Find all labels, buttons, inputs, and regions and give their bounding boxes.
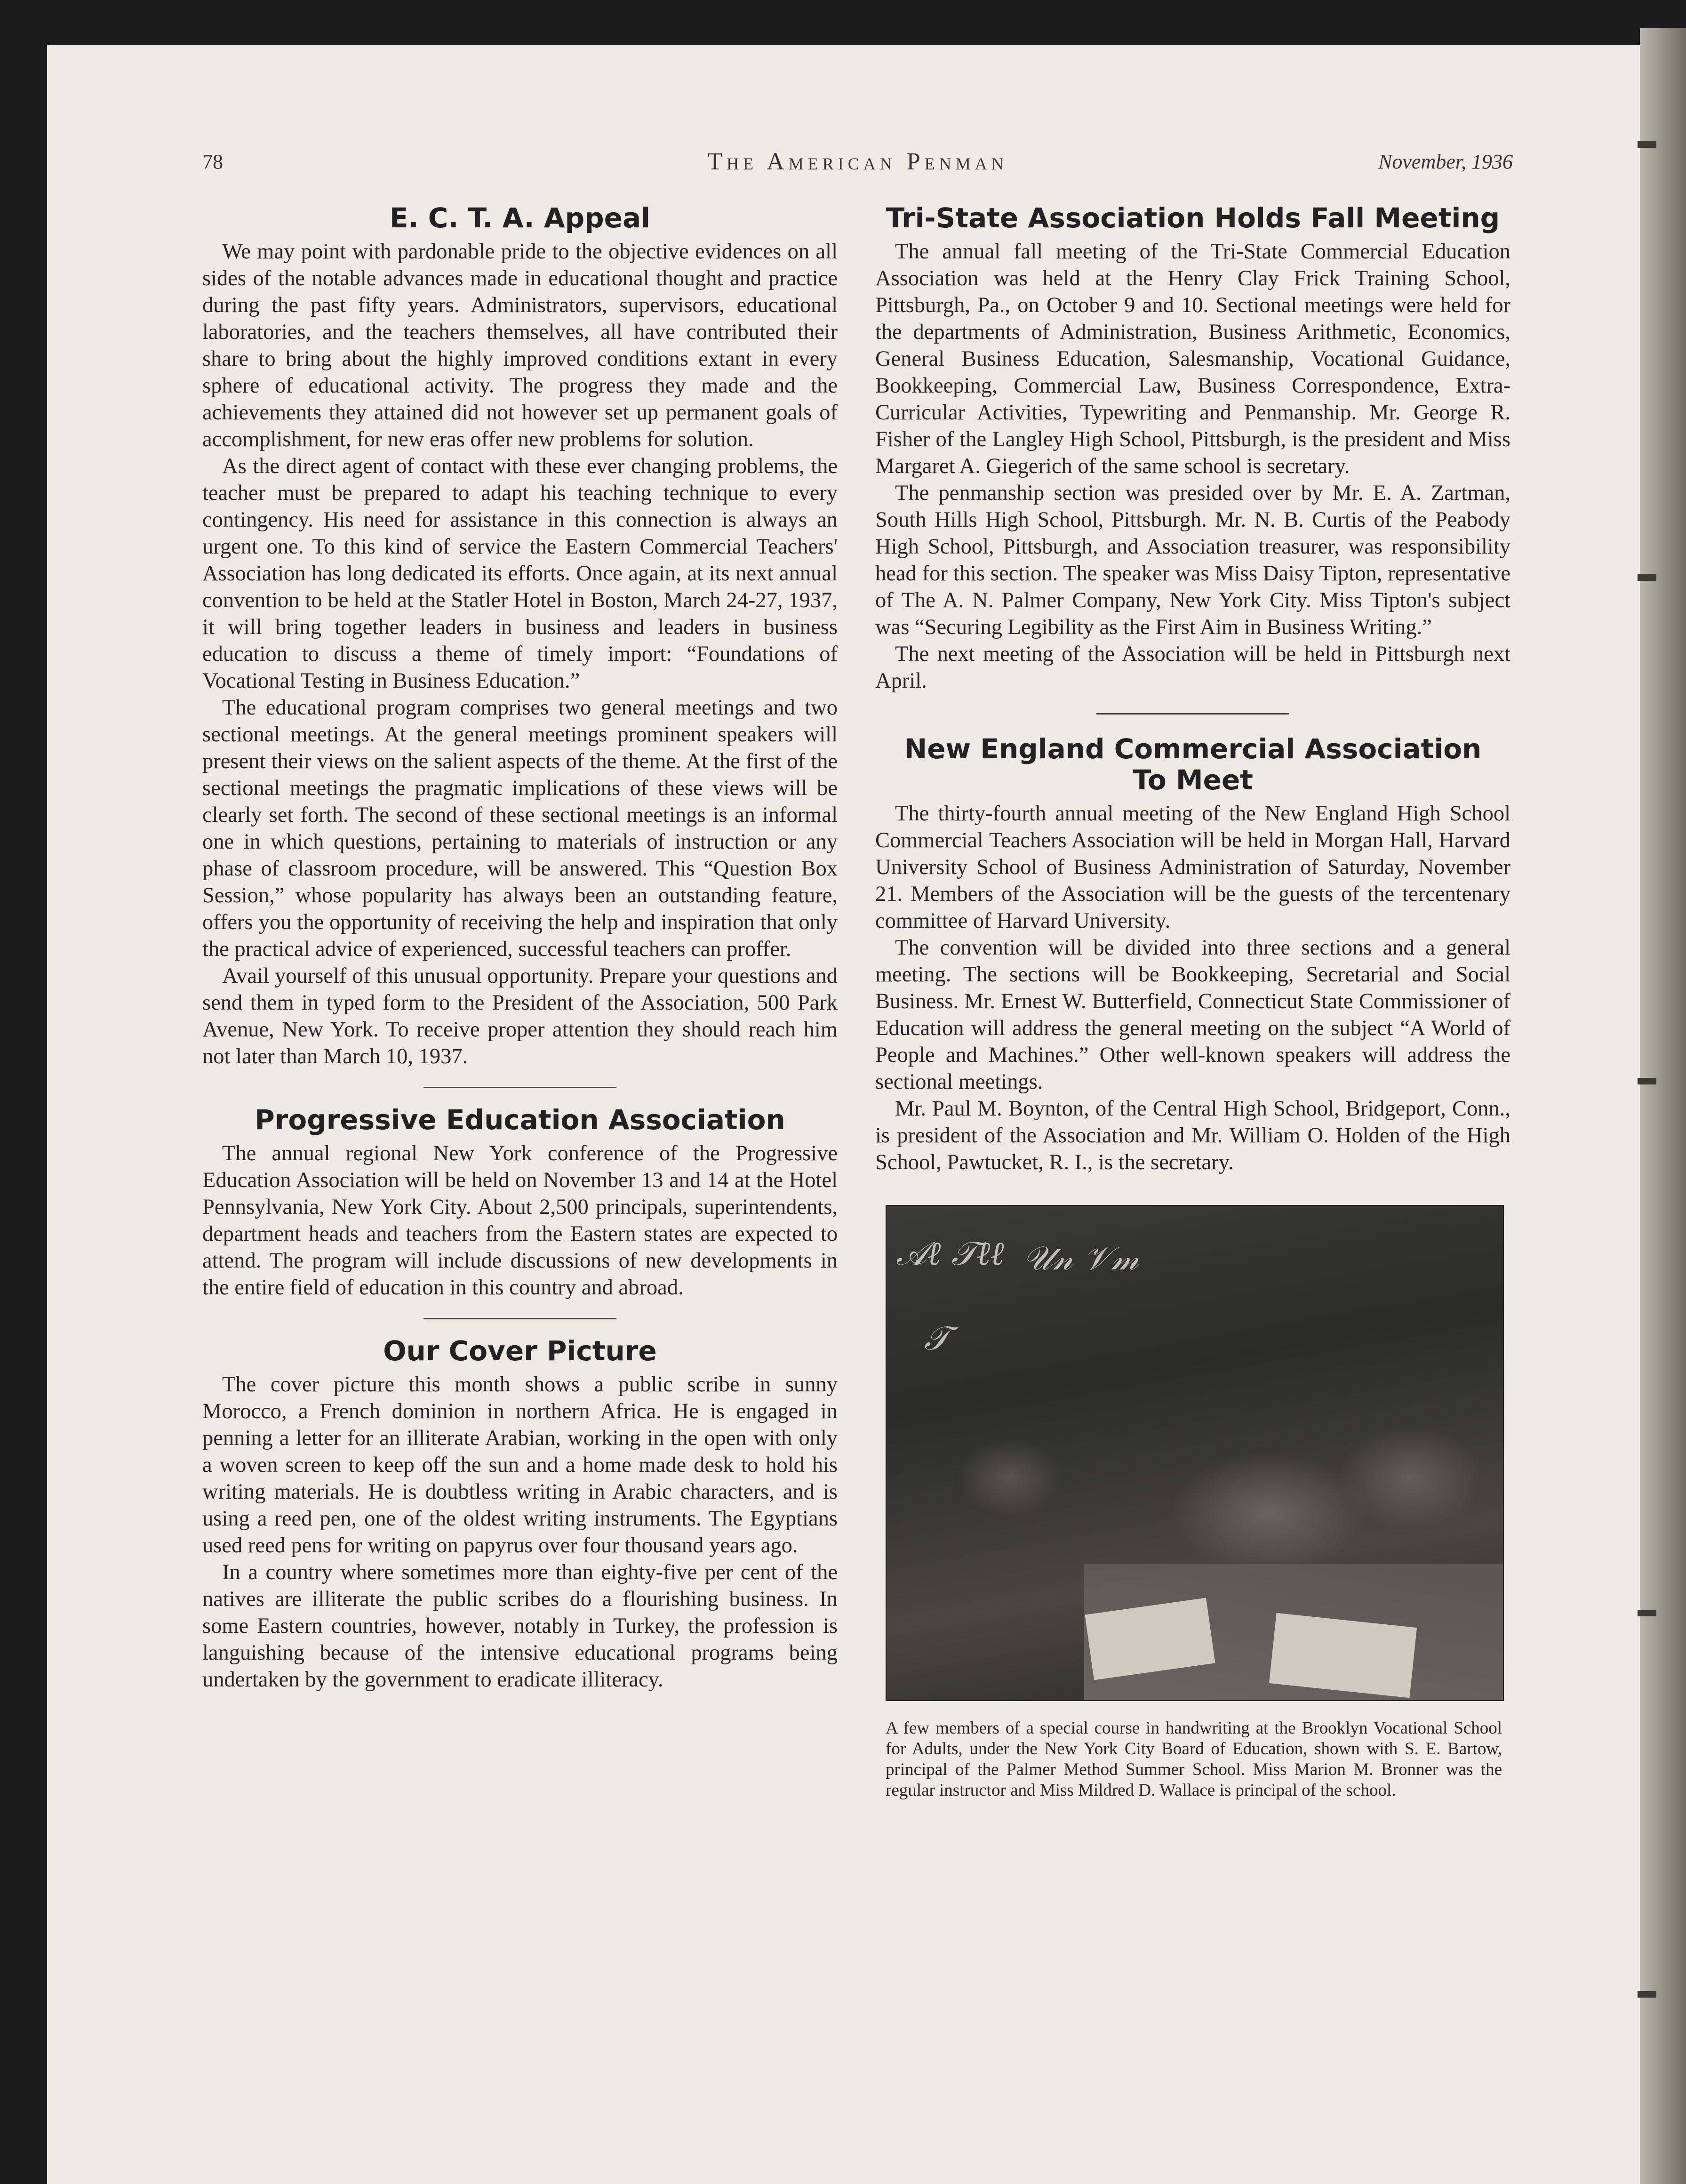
paragraph: The annual regional New York conference of the Progressive Education Association will be held on November 13 and 14 at the Hotel Pennsylvania, New York City. About 2,500 principals, superintendents, department heads and teachers from the Eastern states are expected to attend. The program will include discussions of new developments in the entire field of education in this country and abroad. xyxy=(202,1141,838,1300)
article-title-line: New England Commercial Association xyxy=(904,733,1482,765)
paragraph: As the direct agent of contact with these ever changing problems, the teacher must be prepared to adapt his teaching technique to every contingency. His need for assistance in this connection is always an urgent one. To this kind of service the Eastern Commercial Teachers' Association has long dedicated its efforts. Once again, at its next annual convention to be held at the Statler Hotel in Boston, March 24-27, 1937, it will bring together leaders in business and leaders in business education to discuss a theme of timely import: “Foundations of Vocational Testing in Business Education.” xyxy=(202,454,838,693)
edge-mark xyxy=(1638,1078,1656,1084)
paragraph: The cover picture this month shows a public scribe in sunny Morocco, a French dominion in northern Africa. He is engaged in penning a letter for an illiterate Arabian, working in the open with only a woven screen to keep off the sun and a home made desk to hold his writing materials. He is doubtless writing in Arabic characters, and is using a reed pen, one of the oldest writing instruments. The Egyptians used reed pens for writing on papyrus over four thousand years ago. xyxy=(202,1373,838,1558)
edge-mark xyxy=(1638,1610,1656,1616)
classroom-photo-figure xyxy=(875,1205,1510,1801)
article-ecta-appeal xyxy=(202,202,838,1070)
edge-mark xyxy=(1638,1991,1656,1998)
page-binding-edge xyxy=(1640,28,1686,2184)
section-divider xyxy=(423,1087,616,1088)
left-column xyxy=(202,202,838,1693)
article-cover-picture xyxy=(202,1335,838,1693)
chalkboard-writing: 𝒯 xyxy=(924,1319,950,1357)
article-title xyxy=(875,733,1510,795)
scan-background xyxy=(0,0,1686,45)
running-header xyxy=(202,150,1513,178)
article-title: E. C. T. A. Appeal xyxy=(389,202,651,234)
page-number: 78 xyxy=(202,150,223,173)
right-column xyxy=(875,202,1510,1801)
section-divider xyxy=(1096,713,1289,715)
chalkboard-writing: 𝒰𝓃 𝒱𝓂 xyxy=(1023,1239,1139,1277)
article-title-line: To Meet xyxy=(1132,764,1253,796)
paragraph: Avail yourself of this unusual opportunity. Prepare your questions and send them in typed form to the President of the Association, 500 Park Avenue, New York. To receive proper attention they should reach him not later than March 10, 1937. xyxy=(202,964,838,1068)
issue-date: November, 1936 xyxy=(1378,150,1513,173)
paragraph: The penmanship section was presided over by Mr. E. A. Zartman, South Hills High School, Pittsburgh. Mr. N. B. Curtis of the Peabody High School, Pittsburgh, and Association treasurer, was responsibility head for this section. The speaker was Miss Daisy Tipton, representative of The A. N. Palmer Company, New York City. Miss Tipton's subject was “Securing Legibility as the First Aim in Business Writing.” xyxy=(875,481,1510,639)
article-tri-state xyxy=(875,202,1510,694)
photo-caption xyxy=(875,1718,1510,1801)
edge-mark xyxy=(1638,574,1656,581)
paragraph: We may point with pardonable pride to the objective evidences on all sides of the notable advances made in educational thought and practice during the past fifty years. Administrators, supervisors, educational laboratories, and the teachers themselves, all have contributed their share to bring about the highly improved conditions extant in every sphere of educational activity. The progress they made and the achievements they attained did not however set up permanent goals of accomplishment, for new eras offer new problems for solution. xyxy=(202,240,838,451)
paragraph: The educational program comprises two general meetings and two sectional meetings. At the general meetings prominent speakers will present their views on the salient aspects of the theme. At the first of the sectional meetings the pragmatic implications of these views will be clearly set forth. The second of these sectional meetings is an informal one in which questions, pertaining to materials of instruction or any phase of classroom procedure, will be answered. This “Question Box Session,” whose popularity has always been an outstanding feature, offers you the opportunity of receiving the help and inspiration that only the practical advice of experienced, successful teachers can proffer. xyxy=(202,696,838,961)
paragraph: The thirty-fourth annual meeting of the New England High School Commercial Teachers Association will be held in Morgan Hall, Harvard University School of Business Administration of Saturday, November 21. Members of the Association will be the guests of the tercentenary committee of Harvard University. xyxy=(875,802,1510,933)
chalkboard-writing: 𝒜ℓ 𝒯ℓℓ xyxy=(896,1234,1004,1273)
paragraph: The annual fall meeting of the Tri-State Commercial Education Association was held at the Henry Clay Frick Training School, Pittsburgh, Pa., on October 9 and 10. Sectional meetings were held for the departments of Administration, Business Arithmetic, Economics, General Business Education, Salesmanship, Vocational Guidance, Bookkeeping, Commercial Law, Business Correspondence, Extra-Curricular Activities, Typewriting and Penmanship. Mr. George R. Fisher of the Langley High School, Pittsburgh, is the president and Miss Margaret A. Giegerich of the same school is secretary. xyxy=(875,240,1510,478)
caption-text: A few members of a special course in handwriting at the Brooklyn Vocational School for Adults, under the New York City Board of Education, shown with S. E. Bartow, principal of the Palmer Method Summer School. Miss Marion M. Bronner was the regular instructor and Miss Mildred D. Wallace is principal of the school. xyxy=(886,1718,1502,1800)
classroom-photo xyxy=(886,1205,1504,1701)
article-title: Tri-State Association Holds Fall Meeting xyxy=(886,202,1500,234)
writing-paper xyxy=(1269,1613,1417,1698)
article-new-england xyxy=(875,733,1510,1176)
edge-mark xyxy=(1638,141,1656,148)
article-title: Our Cover Picture xyxy=(383,1335,657,1367)
article-title: Progressive Education Association xyxy=(255,1104,785,1136)
paragraph: The convention will be divided into three sections and a general meeting. The sections will be Bookkeeping, Secretarial and Social Business. Mr. Ernest W. Butterfield, Connecticut State Commissioner of Education will address the general meeting on the subject “A World of People and Machines.” Other well-known speakers will address the sectional meetings. xyxy=(875,936,1510,1094)
masthead-title: The American Penman xyxy=(707,148,1008,175)
article-progressive-education xyxy=(202,1104,838,1301)
section-divider xyxy=(423,1318,616,1319)
paragraph: In a country where sometimes more than eighty-five per cent of the natives are illiterate the public scribes do a flourishing business. In some Eastern countries, however, notably in Turkey, the profession is languishing because of the intensive educational programs being undertaken by the government to eradicate illiteracy. xyxy=(202,1560,838,1692)
paragraph: The next meeting of the Association will be held in Pittsburgh next April. xyxy=(875,642,1510,693)
paragraph: Mr. Paul M. Boynton, of the Central High School, Bridgeport, Conn., is president of the Association and Mr. William O. Holden of the High School, Pawtucket, R. I., is the secretary. xyxy=(875,1097,1510,1174)
